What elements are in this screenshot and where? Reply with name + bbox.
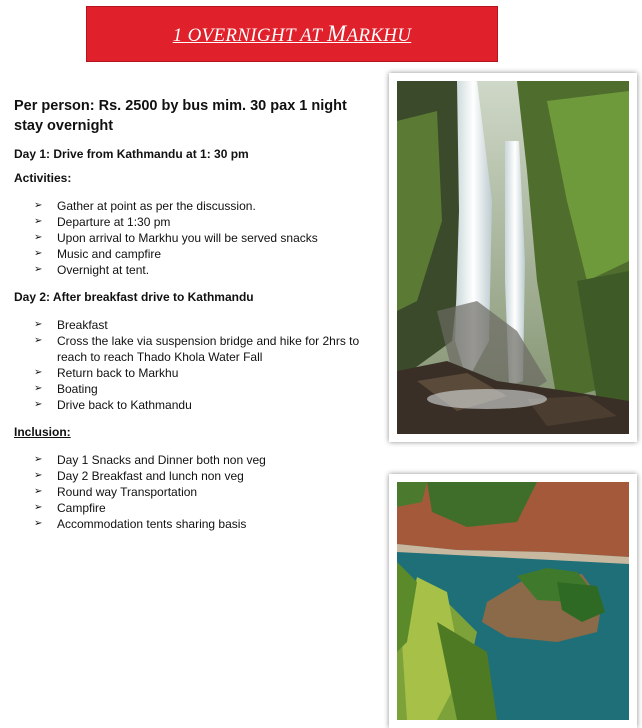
list-item: ➢ Cross the lake via suspension bridge and hike for 2hrs to reach to reach Thado Khola Water Fall (34, 334, 360, 364)
list-item: ➢ Breakfast (34, 318, 108, 332)
list-item: ➢ Overnight at tent. (34, 263, 150, 277)
arrow-bullet-icon: ➢ (34, 248, 43, 259)
title-banner (86, 6, 498, 62)
list-item: ➢ Gather at point as per the discussion. (34, 199, 256, 213)
arrow-bullet-icon: ➢ (34, 264, 43, 275)
price-headline: Per person: Rs. 2500 by bus mim. 30 pax 1 night stay overnight (14, 98, 347, 134)
arrow-bullet-icon: ➢ (34, 470, 43, 481)
arrow-bullet-icon: ➢ (34, 216, 43, 227)
lake-photo (389, 474, 637, 728)
list-item: ➢ Return back to Markhu (34, 366, 179, 380)
inclusion-list (14, 452, 374, 532)
arrow-bullet-icon: ➢ (34, 319, 43, 330)
arrow-bullet-icon: ➢ (34, 200, 43, 211)
list-item: ➢ Round way Transportation (34, 485, 198, 499)
day1-heading: Day 1: Drive from Kathmandu at 1: 30 pm (14, 147, 249, 161)
arrow-bullet-icon: ➢ (34, 486, 43, 497)
page-title: 1 OVERNIGHT AT MARKHU (172, 21, 412, 46)
arrow-bullet-icon: ➢ (34, 518, 43, 529)
arrow-bullet-icon: ➢ (34, 454, 43, 465)
list-item: ➢ Drive back to Kathmandu (34, 398, 192, 412)
list-item: ➢ Boating (34, 382, 98, 396)
arrow-bullet-icon: ➢ (34, 502, 43, 513)
list-item: ➢ Departure at 1:30 pm (34, 215, 171, 229)
day1-activity-list (14, 198, 374, 278)
day2-activity-list (14, 317, 374, 413)
arrow-bullet-icon: ➢ (34, 383, 43, 394)
list-item: ➢ Day 2 Breakfast and lunch non veg (34, 469, 244, 483)
waterfall-image (397, 81, 629, 434)
arrow-bullet-icon: ➢ (34, 232, 43, 243)
inclusion-heading: Inclusion: (14, 425, 71, 439)
day2-heading: Day 2: After breakfast drive to Kathmandu (14, 290, 254, 304)
arrow-bullet-icon: ➢ (34, 367, 43, 378)
itinerary-content (14, 96, 374, 544)
arrow-bullet-icon: ➢ (34, 399, 43, 410)
list-item: ➢ Music and campfire (34, 247, 162, 261)
lake-image (397, 482, 629, 720)
list-item: ➢ Accommodation tents sharing basis (34, 517, 247, 531)
arrow-bullet-icon: ➢ (34, 335, 43, 346)
activities-heading: Activities: (14, 171, 72, 185)
waterfall-photo (389, 73, 637, 442)
list-item: ➢ Campfire (34, 501, 106, 515)
list-item: ➢ Upon arrival to Markhu you will be served snacks (34, 231, 318, 245)
list-item: ➢ Day 1 Snacks and Dinner both non veg (34, 453, 266, 467)
